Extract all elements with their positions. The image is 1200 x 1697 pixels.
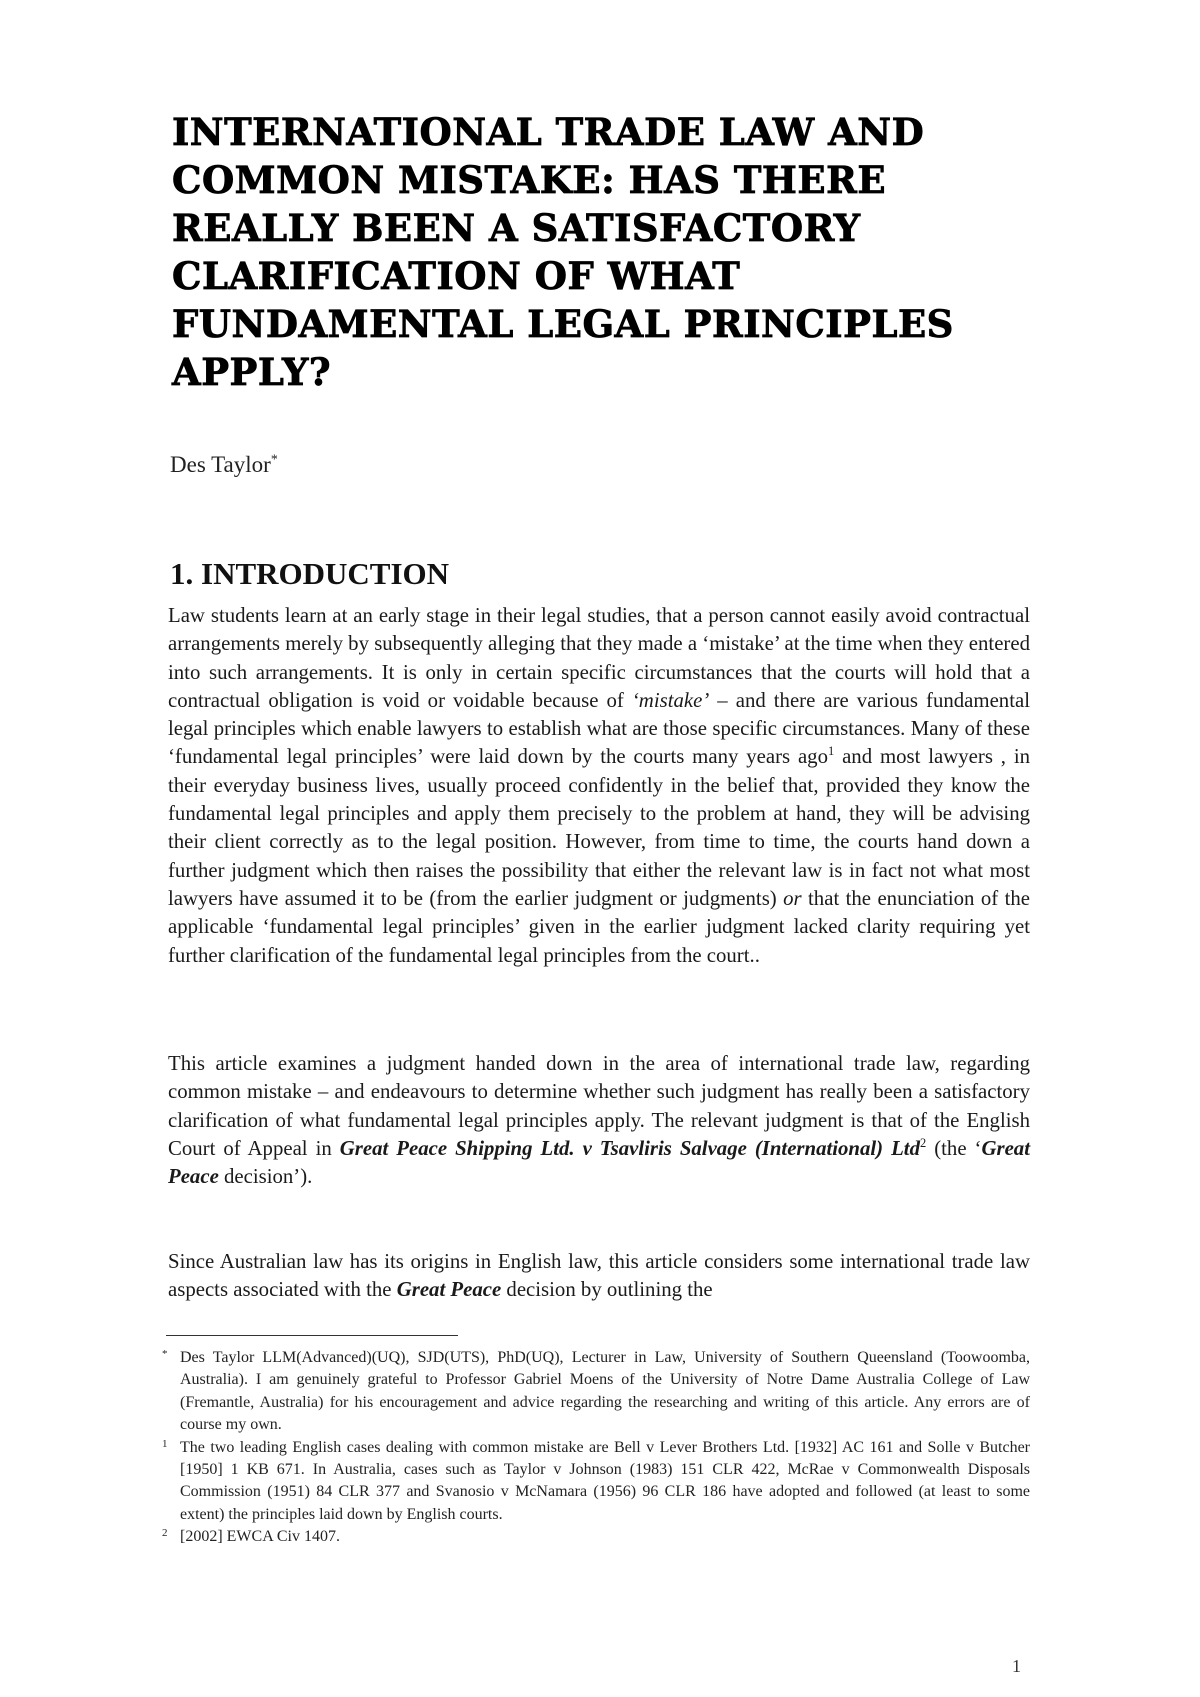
para1-mistake-italic: ‘mistake’ (631, 688, 710, 712)
footnote-2 (162, 1526, 1030, 1548)
footnote-text: The two leading English cases dealing with common mistake are Bell v Lever Brothers Ltd. [1932] AC 161 and Solle v Butcher [1950] 1 KB 671. In Australia, cases such as Taylor v Johnson (1983) 151 CLR 422, McRae v Commonwealth Disposals Commission (1951) 84 CLR 377 and Svanosio v McNamara (1956) 96 CLR 186 have adopted and followed (at least to some extent) the principles laid down by English courts. (180, 1438, 1030, 1523)
para3-text-2: decision by outlining the (501, 1278, 713, 1302)
author-name: Des Taylor (170, 452, 271, 477)
para2-case-name: Great Peace Shipping Ltd. v Tsavliris Salvage (International) Ltd (339, 1136, 920, 1160)
para1-text-2: – and there are various fundamental legal principles which enable lawyers to establish what are those specific circumstances. Many of these ‘fundamental legal principles’ were laid down by the courts many years ago (168, 688, 1030, 769)
paragraph-australian-law (168, 1248, 1030, 1305)
paragraph-article-scope (168, 1050, 1030, 1191)
footnote-mark: 2 (162, 1527, 168, 1540)
footnote-mark: * (162, 1348, 168, 1360)
para2-text-3: decision’). (218, 1165, 313, 1189)
paragraph-introduction (168, 602, 1030, 970)
para2-text-1: This article examines a judgment handed down in the area of international trade law, regarding common mistake – and endeavours to determine whether such judgment has really been a satisfactory clarification of what fundamental legal principles apply. The relevant judgment is that of the English Court of Appeal in (168, 1052, 1030, 1160)
para1-or-italic: or (783, 886, 802, 910)
para2-case-short: Great Peace (168, 1136, 1030, 1189)
footnote-ref-1: 1 (827, 744, 835, 759)
footnote-1 (162, 1437, 1030, 1527)
footnote-mark: 1 (162, 1437, 168, 1450)
footnote-ref-2: 2 (919, 1135, 927, 1150)
para1-text-4: that the enunciation of the applicable ‘fundamental legal principles’ given in the earlier judgment lacked clarity requiring yet further clarification of the fundamental legal principles from the court.. (168, 886, 1031, 967)
para2-text-2: (the ‘ (926, 1136, 982, 1160)
section-heading: 1. INTRODUCTION (170, 556, 450, 591)
para1-text-3: and most lawyers , in their everyday business lives, usually proceed confidently in the belief that, provided they know the fundamental legal principles and apply them precisely to the problem at hand, they will be advising their client correctly as to the legal position. However, from time to time, the courts hand down a further judgment which then raises the possibility that either the relevant law is in fact not what most lawyers have assumed it to be (from the earlier judgment or judgments) (168, 745, 1030, 910)
para1-text-1: Law students learn at an early stage in their legal studies, that a person cannot easily avoid contractual arrangements merely by subsequently alleging that they made a ‘mistake’ at the time when they entered into such arrangements. It is only in certain specific circumstances that the courts will hold that a contractual obligation is void or voidable because of (168, 604, 1030, 712)
footnote-text: [2002] EWCA Civ 1407. (180, 1528, 340, 1546)
para3-text-1: Since Australian law has its origins in English law, this article considers some international trade law aspects associated with the (168, 1250, 1030, 1302)
author-footnote-mark: * (270, 451, 278, 467)
footnote-text: Des Taylor LLM(Advanced)(UQ), SJD(UTS), PhD(UQ), Lecturer in Law, University of Southern Queensland (Toowoomba, Australia). I am genuinely grateful to Professor Gabriel Moens of the University of Notre Dame Australia College of Law (Fremantle, Australia) for his encouragement and advice regarding the researching and writing of this article. Any errors are of course my own. (180, 1349, 1030, 1434)
page-number: 1 (1012, 1656, 1021, 1676)
para3-case-short: Great Peace (396, 1278, 502, 1302)
footnote-author (162, 1347, 1030, 1437)
footnotes (162, 1347, 1030, 1549)
footnote-separator (166, 1335, 458, 1336)
paper-title: INTERNATIONAL TRADE LAW AND COMMON MISTAKE: HAS THERE REALLY BEEN A SATISFACTORY CLARIFICATION OF WHAT FUNDAMENTAL LEGAL PRINCIPLES APPLY? (172, 110, 954, 394)
author-line (170, 452, 278, 478)
